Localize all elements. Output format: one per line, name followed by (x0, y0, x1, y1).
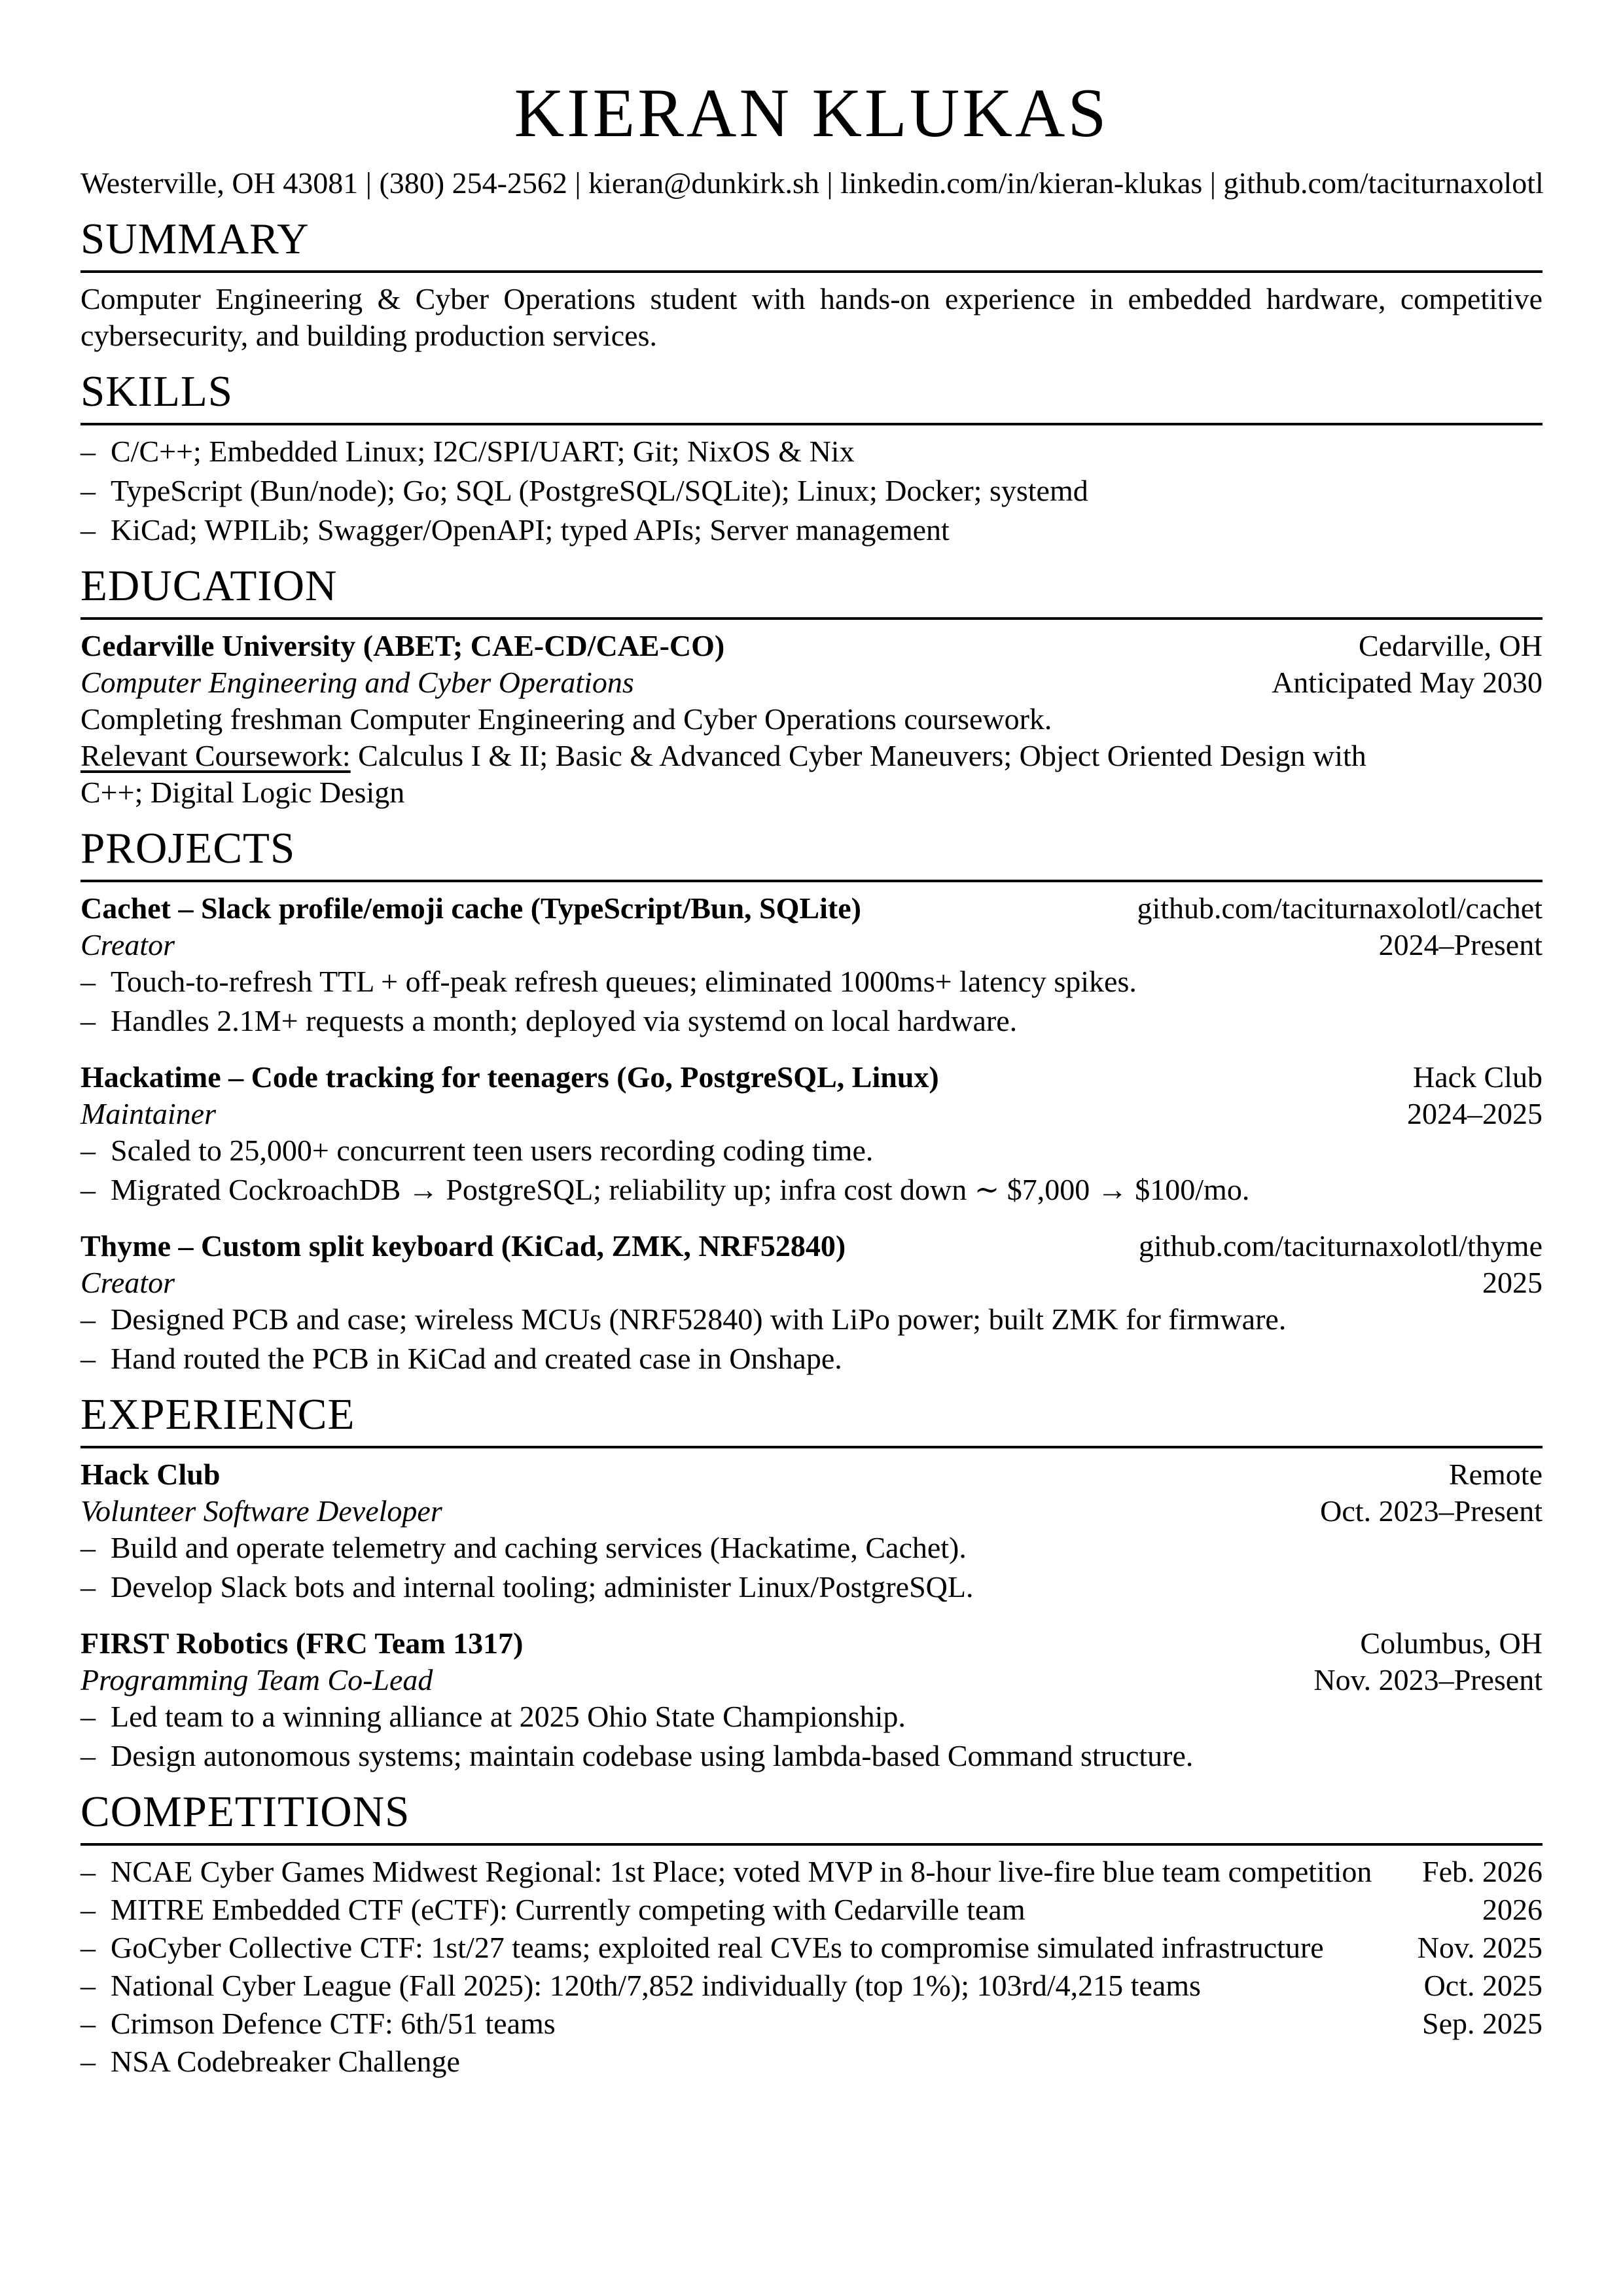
job-dates: Oct. 2023–Present (1320, 1494, 1543, 1528)
candidate-name: KIERAN KLUKAS (514, 75, 1109, 151)
project-dates: 2025 (1482, 1266, 1543, 1299)
job-title: Volunteer Software Developer (80, 1494, 442, 1528)
degree: Computer Engineering and Cyber Operations (80, 666, 634, 699)
section-competitions (80, 1787, 1543, 2080)
project-bullet: – Hand routed the PCB in KiCad and created case in Onshape. (80, 1340, 1543, 1377)
section-education (80, 564, 1543, 811)
job-dates: Nov. 2023–Present (1313, 1663, 1543, 1696)
section-skills (80, 367, 1543, 548)
coursework-text: Calculus I & II; Basic & Advanced Cyber Maneuvers; Object Oriented Design with C++; Digital Logic Design (80, 739, 1366, 809)
education-heading: EDUCATION (80, 564, 1543, 620)
project-bullets (80, 1301, 1543, 1377)
project-bullet: – Touch-to-refresh TTL + off-peak refresh queues; eliminated 1000ms+ latency spikes. (80, 963, 1543, 1000)
competition-date: Oct. 2025 (1423, 1969, 1543, 2002)
project-entry (80, 1228, 1543, 1377)
competition-date: Sep. 2025 (1422, 2007, 1543, 2040)
job-location: Remote (1448, 1458, 1543, 1491)
project-role: Creator (80, 1266, 175, 1299)
competition-item (80, 2005, 1543, 2042)
competition-item (80, 1967, 1543, 2004)
job-location: Columbus, OH (1360, 1626, 1543, 1660)
coursework-label: Relevant Coursework: (80, 739, 351, 772)
skill-item: – C/C++; Embedded Linux; I2C/SPI/UART; Git; NixOS & Nix (80, 433, 1543, 470)
project-dates: 2024–2025 (1407, 1097, 1543, 1130)
job-bullet: – Design autonomous systems; maintain codebase using lambda-based Command structure. (80, 1738, 1543, 1774)
project-link: github.com/taciturnaxolotl/thyme (1138, 1229, 1543, 1263)
education-entry (80, 628, 1543, 811)
project-bullets (80, 1132, 1543, 1208)
project-role: Maintainer (80, 1097, 216, 1130)
project-bullet: – Migrated CockroachDB → PostgreSQL; reliability up; infra cost down ∼ $7,000 → $100/mo. (80, 1172, 1543, 1208)
project-title: Cachet – Slack profile/emoji cache (TypeScript/Bun, SQLite) (80, 891, 861, 925)
coursework (80, 738, 1389, 811)
project-entry (80, 1059, 1543, 1208)
job-bullet: – Build and operate telemetry and caching services (Hackatime, Cachet). (80, 1530, 1543, 1566)
job-bullets (80, 1530, 1543, 1605)
school-location: Cedarville, OH (1358, 629, 1543, 662)
competitions-list (80, 1854, 1543, 2080)
summary-heading: SUMMARY (80, 217, 1543, 273)
project-bullet: – Designed PCB and case; wireless MCUs (NRF52840) with LiPo power; built ZMK for firmware. (80, 1301, 1543, 1338)
resume-header (80, 75, 1544, 202)
project-entry (80, 890, 1543, 1039)
skills-heading: SKILLS (80, 370, 1543, 425)
skill-item: – KiCad; WPILib; Swagger/OpenAPI; typed APIs; Server management (80, 512, 1543, 548)
skills-list (80, 433, 1543, 548)
job-title: Programming Team Co-Lead (80, 1663, 433, 1696)
project-bullet: – Scaled to 25,000+ concurrent teen users recording coding time. (80, 1132, 1543, 1169)
competition-text: – MITRE Embedded CTF (eCTF): Currently competing with Cedarville team (111, 1893, 1026, 1926)
experience-entry (80, 1456, 1543, 1605)
project-bullet: – Handles 2.1M+ requests a month; deployed via systemd on local hardware. (80, 1003, 1543, 1039)
competition-text: – NCAE Cyber Games Midwest Regional: 1st Place; voted MVP in 8-hour live-fire blue team competition (111, 1855, 1372, 1888)
section-projects (80, 824, 1543, 1377)
competition-item (80, 1892, 1543, 1928)
competition-item (80, 1854, 1543, 1890)
competition-date: Nov. 2025 (1417, 1931, 1543, 1964)
project-link: github.com/taciturnaxolotl/cachet (1137, 891, 1543, 925)
project-role: Creator (80, 928, 175, 961)
competition-text: – National Cyber League (Fall 2025): 120th/7,852 individually (top 1%); 103rd/4,215 teams (111, 1969, 1201, 2002)
school-name: Cedarville University (ABET; CAE-CD/CAE-CO) (80, 629, 725, 662)
graduation-date: Anticipated May 2030 (1272, 666, 1543, 699)
competition-text: – NSA Codebreaker Challenge (111, 2045, 460, 2078)
project-title: Hackatime – Code tracking for teenagers (Go, PostgreSQL, Linux) (80, 1060, 939, 1094)
competition-item (80, 2043, 1543, 2080)
competitions-heading: COMPETITIONS (80, 1790, 1543, 1846)
job-bullet: – Led team to a winning alliance at 2025 Ohio State Championship. (80, 1698, 1543, 1735)
org-name: FIRST Robotics (FRC Team 1317) (80, 1626, 524, 1660)
org-name: Hack Club (80, 1458, 221, 1491)
competition-text: – GoCyber Collective CTF: 1st/27 teams; exploited real CVEs to compromise simulated infrastructure (111, 1931, 1324, 1964)
project-title: Thyme – Custom split keyboard (KiCad, ZMK, NRF52840) (80, 1229, 846, 1263)
job-bullets (80, 1698, 1543, 1774)
section-summary (80, 217, 1543, 354)
contact-line: Westerville, OH 43081 | (380) 254-2562 | kieran@dunkirk.sh | linkedin.com/in/kieran-klukas | github.com/taciturnaxolotl (80, 166, 1544, 200)
competition-item (80, 1929, 1543, 1966)
project-bullets (80, 963, 1543, 1039)
education-note: Completing freshman Computer Engineering and Cyber Operations coursework. (80, 702, 1052, 736)
competition-date: 2026 (1482, 1893, 1543, 1926)
job-bullet: – Develop Slack bots and internal tooling; administer Linux/PostgreSQL. (80, 1569, 1543, 1605)
experience-heading: EXPERIENCE (80, 1393, 1543, 1448)
experience-entry (80, 1625, 1543, 1774)
summary-text: Computer Engineering & Cyber Operations student with hands-on experience in embedded hardware, competitive cybersecurity, and building production services. (80, 282, 1543, 352)
skill-item: – TypeScript (Bun/node); Go; SQL (PostgreSQL/SQLite); Linux; Docker; systemd (80, 473, 1543, 509)
projects-heading: PROJECTS (80, 827, 1543, 882)
competition-date: Feb. 2026 (1422, 1855, 1543, 1888)
section-experience (80, 1390, 1543, 1774)
project-org: Hack Club (1412, 1060, 1543, 1094)
project-dates: 2024–Present (1378, 928, 1543, 961)
competition-text: – Crimson Defence CTF: 6th/51 teams (111, 2007, 556, 2040)
